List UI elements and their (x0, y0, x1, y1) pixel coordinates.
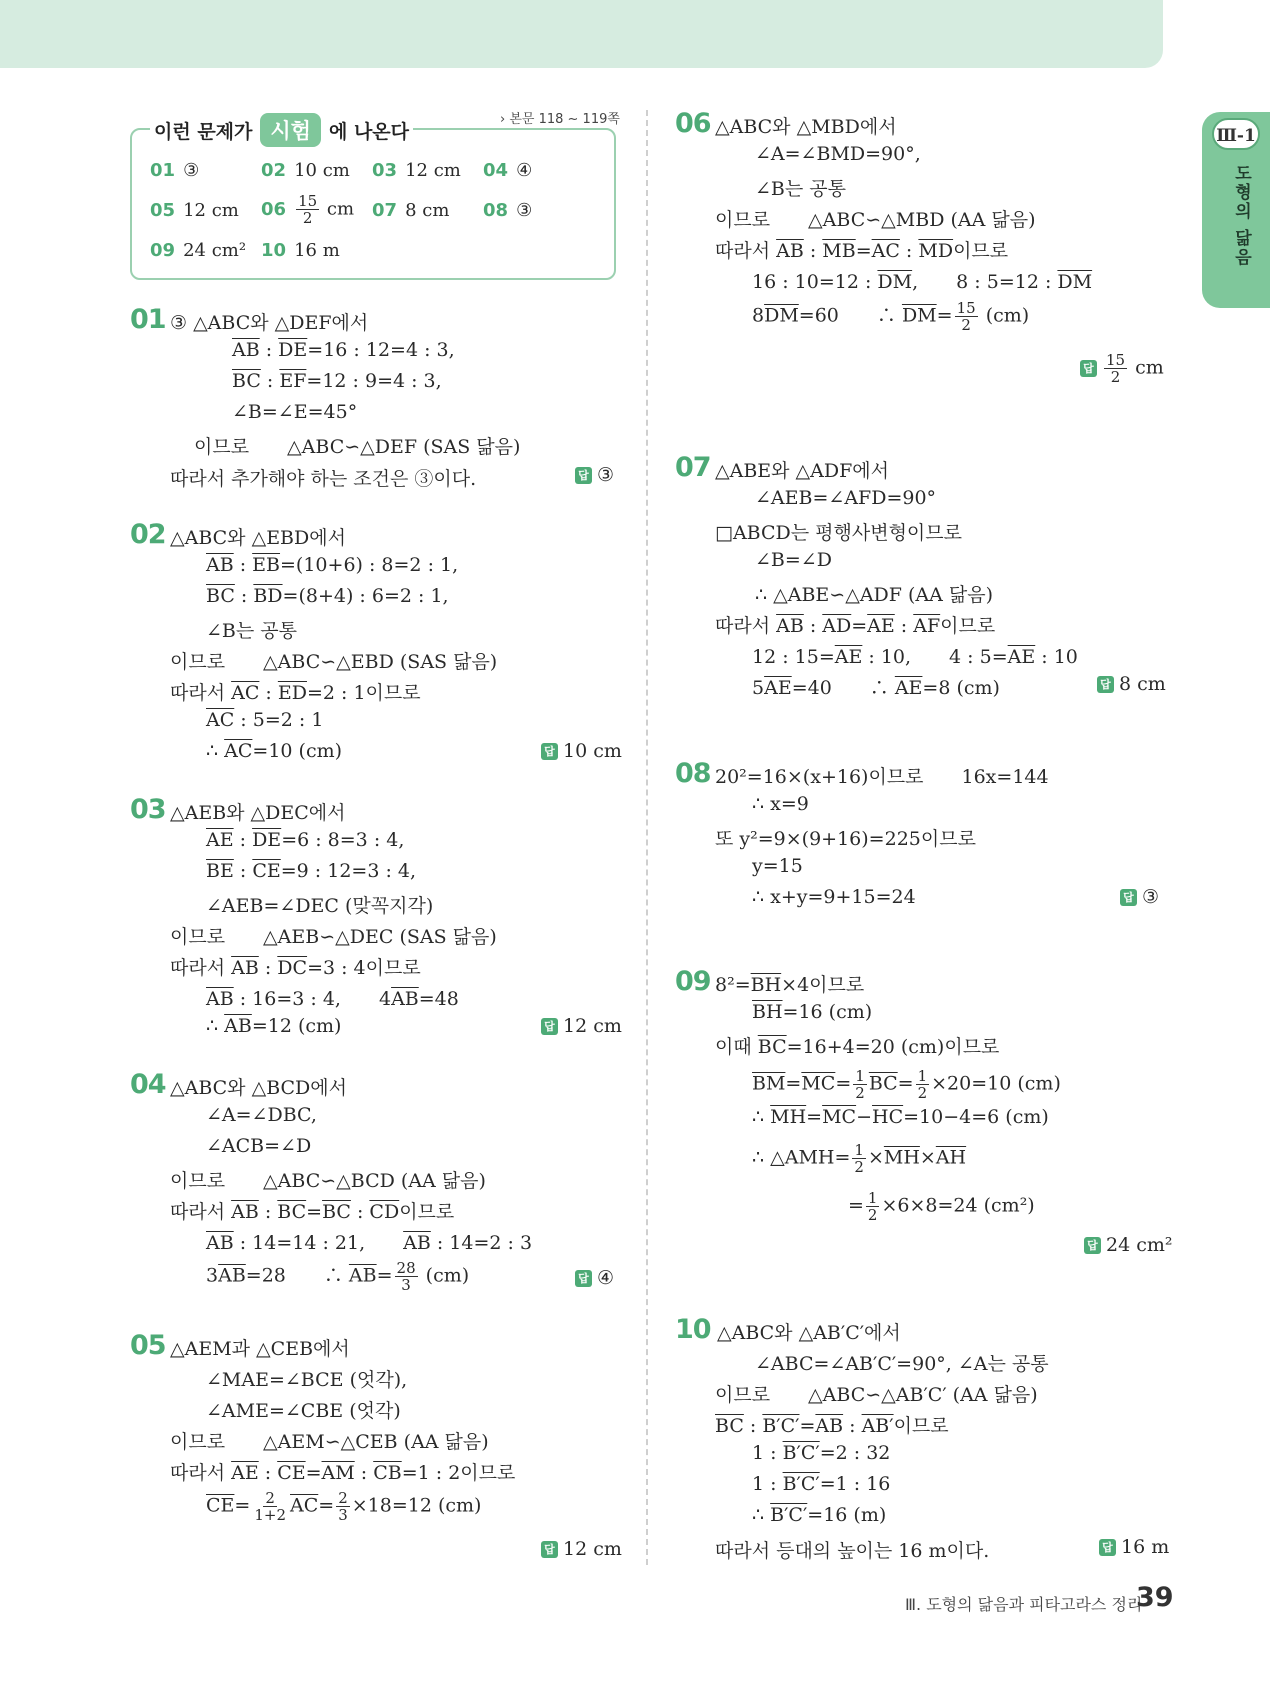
summary-title: 이런 문제가 시험 에 나온다 (150, 112, 413, 148)
summary-answer: 01 ③ (150, 160, 200, 181)
solution-line: 따라서 추가해야 하는 조건은 ③이다. (170, 468, 477, 490)
solution-line: ③ △ABC와 △DEF에서 (170, 312, 369, 334)
solution-line: $\overline{BH}=16$ (cm) (752, 1001, 873, 1023)
solution-line: $\overline{BC}$ : $\overline{EF}=12$ : 9=4 : 3, (232, 370, 442, 392)
chapter-tab[interactable] (1202, 112, 1270, 308)
solution-line: ∴ x+y=9+15=24 (752, 886, 916, 908)
answer-tag: 답 $\frac{15}{2}$ cm (1080, 352, 1164, 385)
answer-icon: 답 (1120, 889, 1137, 906)
solution-line: ∠A=∠BMD=90°, (755, 143, 921, 165)
solution-line: $\overline{AE}$ : $\overline{DE}=6$ : 8=3 : 4, (206, 829, 405, 851)
solution-line: $\overline{BM}=\overline{MC}=$ $\frac{1}{2}$ $\overline{BC}=$ $\frac{1}{2}$ ×20=10 (cm) (752, 1067, 1061, 1102)
solution-line: 이므로 △AEB∽△DEC (SAS 닮음) (170, 926, 497, 948)
answer-tag: 답 ③ (1120, 886, 1159, 908)
solution-line: 12 : $15=\overline{AE}$ : 10, 4 : $5=\overline{AE}$ : 10 (752, 646, 1078, 668)
summary-answer: 09 24 cm² (150, 240, 247, 261)
summary-title-highlight: 시험 (260, 113, 321, 147)
solution-line: ∠AME=∠CBE (엇각) (206, 1400, 401, 1422)
problem-number: 06 (675, 108, 711, 139)
answer-tag: 답 ③ (575, 464, 614, 486)
summary-answer: 05 12 cm (150, 200, 239, 221)
solution-line: 1 : B′C′=1 : 16 (752, 1473, 891, 1495)
solution-line: △ABE와 △ADF에서 (715, 460, 890, 482)
solution-line: ∴ △ABE∽△ADF (AA 닮음) (755, 584, 994, 606)
answer-tag: 답 10 cm (541, 740, 622, 762)
solution-line: ∴ x=9 (752, 793, 809, 815)
solution-line: 이므로 △AEM∽△CEB (AA 닮음) (170, 1431, 489, 1453)
answer-icon: 답 (1080, 360, 1097, 377)
solution-line: $\overline{AC}$ : 5=2 : 1 (206, 709, 324, 731)
problem-number: 04 (130, 1069, 166, 1100)
solution-line: y=15 (752, 855, 803, 877)
problem-number: 02 (130, 519, 166, 550)
solution-line: 이므로 △ABC∽△BCD (AA 닮음) (170, 1170, 486, 1192)
solution-line: 이때 $\overline{BC}=16+4=20$ (cm)이므로 (715, 1036, 1000, 1058)
solution-line: $8^2=\overline{BH}\times 4$이므로 (715, 974, 865, 996)
answer-tag: 답 12 cm (541, 1015, 622, 1037)
solution-line: 이므로 △ABC∽△EBD (SAS 닮음) (170, 651, 498, 673)
top-band (0, 0, 1163, 68)
solution-line: □ABCD는 평행사변형이므로 (715, 522, 962, 544)
page-reference: › 본문 118 ~ 119쪽 (500, 112, 620, 127)
solution-line: 따라서 등대의 높이는 16 m이다. (715, 1540, 990, 1562)
solution-line: 따라서 $\overline{AB}$ : $\overline{MB}=\overline{AC}$ : $\overline{MD}$이므로 (715, 240, 1009, 262)
answer-icon: 답 (541, 1541, 558, 1558)
solution-line: ∴ $\overline{MH}=\overline{MC}-\overline{HC}=10-4=6$ (cm) (752, 1106, 1049, 1128)
solution-line: 따라서 $\overline{AE}$ : $\overline{CE}=\overline{AM}$ : $\overline{CB}=1$ : 2이므로 (170, 1462, 516, 1484)
solution-line: $\overline{AB}$ : 16=3 : 4, $4\overline{AB}=48$ (206, 988, 459, 1010)
solution-line: 이므로 △ABC∽△AB′C′ (AA 닮음) (715, 1384, 1038, 1406)
answer-tag: 답 16 m (1099, 1536, 1169, 1558)
solution-line: $8\overline{DM}=60$ ∴ $\overline{DM}=$ $\frac{15}{2}$ (cm) (752, 299, 1030, 334)
summary-answer: 03 12 cm (372, 160, 461, 181)
solution-line: ∠B=∠D (755, 549, 832, 571)
solution-line: ∴ $\overline{AB}=12$ (cm) (206, 1015, 342, 1037)
problem-number: 07 (675, 452, 711, 483)
problem-number: 10 (675, 1314, 711, 1345)
answer-tag: 답 ④ (575, 1267, 614, 1289)
solution-line: 따라서 $\overline{AB}$ : $\overline{DC}=3$ : 4이므로 (170, 957, 421, 979)
solution-line: ∴ $\overline{AC}=10$ (cm) (206, 740, 343, 762)
solution-line: = $\frac{1}{2}$ ×6×8=24 (cm²) (848, 1189, 1035, 1224)
solution-line: 1 : B′C′=2 : 32 (752, 1442, 891, 1464)
solution-line: $\overline{AB}$ : $\overline{DE}=16$ : 12=4 : 3, (232, 339, 455, 361)
solution-line: ∠B는 공통 (206, 620, 297, 642)
footer-chapter: Ⅲ. 도형의 닮음과 피타고라스 정리 (905, 1595, 1143, 1614)
problem-number: 09 (675, 966, 711, 997)
answer-icon: 답 (1099, 1539, 1116, 1556)
solution-line: ∠MAE=∠BCE (엇각), (206, 1369, 408, 1391)
answer-tag: 답 24 cm² (1084, 1234, 1173, 1256)
solution-line: ∠A=∠DBC, (206, 1104, 317, 1126)
solution-line: $\overline{AB}$ : 14=14 : 21, $\overline{AB}$ : 14=2 : 3 (206, 1232, 533, 1254)
solution-line: $5\overline{AE}=40$ ∴ $\overline{AE}=8$ (cm) (752, 677, 1000, 699)
problem-number: 05 (130, 1330, 166, 1361)
chapter-badge: Ⅲ-1 (1212, 118, 1260, 150)
solution-line: ∠ACB=∠D (206, 1135, 312, 1157)
solution-line: $\overline{BC}$ : $\overline{BD}=(8+4)$ : 6=2 : 1, (206, 585, 449, 607)
solution-line: 20²=16×(x+16)이므로 16x=144 (715, 766, 1049, 788)
answer-icon: 답 (541, 743, 558, 760)
solution-line: 16 : 10=12 : $\overline{DM}$, 8 : 5=12 : $\overline{DM}$ (752, 271, 1093, 293)
problem-number: 08 (675, 758, 711, 789)
solution-line: △AEB와 △DEC에서 (170, 802, 346, 824)
solution-line: △ABC와 △MBD에서 (715, 116, 897, 138)
solution-line: $3\overline{AB}=28$ ∴ $\overline{AB}=$ $\frac{28}{3}$ (cm) (206, 1259, 470, 1294)
answer-icon: 답 (541, 1018, 558, 1035)
summary-answer: 08 ③ (483, 200, 533, 221)
answer-tag: 답 8 cm (1097, 673, 1166, 695)
answer-icon: 답 (575, 467, 592, 484)
answer-tag: 답 12 cm (541, 1538, 622, 1560)
solution-line: $\overline{AB}$ : $\overline{EB}=(10+6)$ : 8=2 : 1, (206, 554, 459, 576)
column-divider (646, 110, 648, 1565)
solution-line: 또 y²=9×(9+16)=225이므로 (715, 828, 976, 850)
problem-number: 01 (130, 304, 166, 335)
solution-line: $\overline{BC}$ : $B'C'=\overline{AB}$ : AB′이므로 (715, 1415, 949, 1437)
solution-line: ∠ABC=∠AB′C′=90°, ∠A는 공통 (755, 1353, 1049, 1375)
solution-line: $\overline{BE}$ : $\overline{CE}=9$ : 12=3 : 4, (206, 860, 417, 882)
problem-number: 03 (130, 794, 166, 825)
summary-answer: 02 10 cm (261, 160, 350, 181)
solution-line: ∠B=∠E=45° (232, 401, 358, 423)
answer-icon: 답 (1097, 676, 1114, 693)
solution-line: 이므로 △ABC∽△MBD (AA 닮음) (715, 209, 1036, 231)
page-number: 39 (1136, 1582, 1174, 1613)
solution-line: △ABC와 △EBD에서 (170, 527, 346, 549)
solution-line: ∠AEB=∠DEC (맞꼭지각) (206, 895, 434, 917)
solution-line: ∴ △AMH= $\frac{1}{2}$ $\times\overline{MH}\times\overline{AH}$ (752, 1141, 967, 1176)
solution-line: 따라서 $\overline{AC}$ : $\overline{ED}=2$ : 1이므로 (170, 682, 421, 704)
answer-icon: 답 (1084, 1237, 1101, 1254)
solution-line: ∠AEB=∠AFD=90° (755, 487, 937, 509)
solution-line: ∠B는 공통 (755, 178, 846, 200)
solution-line: △ABC와 △BCD에서 (170, 1077, 347, 1099)
solution-line: ∴ B′C′=16 (m) (752, 1504, 887, 1526)
solution-line: △ABC와 △AB′C′에서 (717, 1322, 901, 1344)
solution-line: 따라서 $\overline{AB}$ : $\overline{AD}=\overline{AE}$ : $\overline{AF}$이므로 (715, 615, 996, 637)
summary-answer: 04 ④ (483, 160, 533, 181)
answer-icon: 답 (575, 1270, 592, 1287)
solution-line: 따라서 $\overline{AB}$ : $\overline{BC}=\overline{BC}$ : $\overline{CD}$이므로 (170, 1201, 455, 1223)
chapter-title: 도형의 닮음 (1231, 164, 1251, 267)
summary-answer: 10 16 m (261, 240, 340, 261)
solution-line: $\overline{CE}=$ $\frac{2}{1+2}$ $\overline{AC}=$ $\frac{2}{3}$ ×18=12 (cm) (206, 1489, 482, 1524)
summary-answer: 07 8 cm (372, 200, 450, 221)
summary-answer: 06 $\frac{15}{2}$ cm (261, 192, 355, 227)
solution-line: 이므로 △ABC∽△DEF (SAS 닮음) (194, 436, 521, 458)
solution-line: △AEM과 △CEB에서 (170, 1338, 350, 1360)
